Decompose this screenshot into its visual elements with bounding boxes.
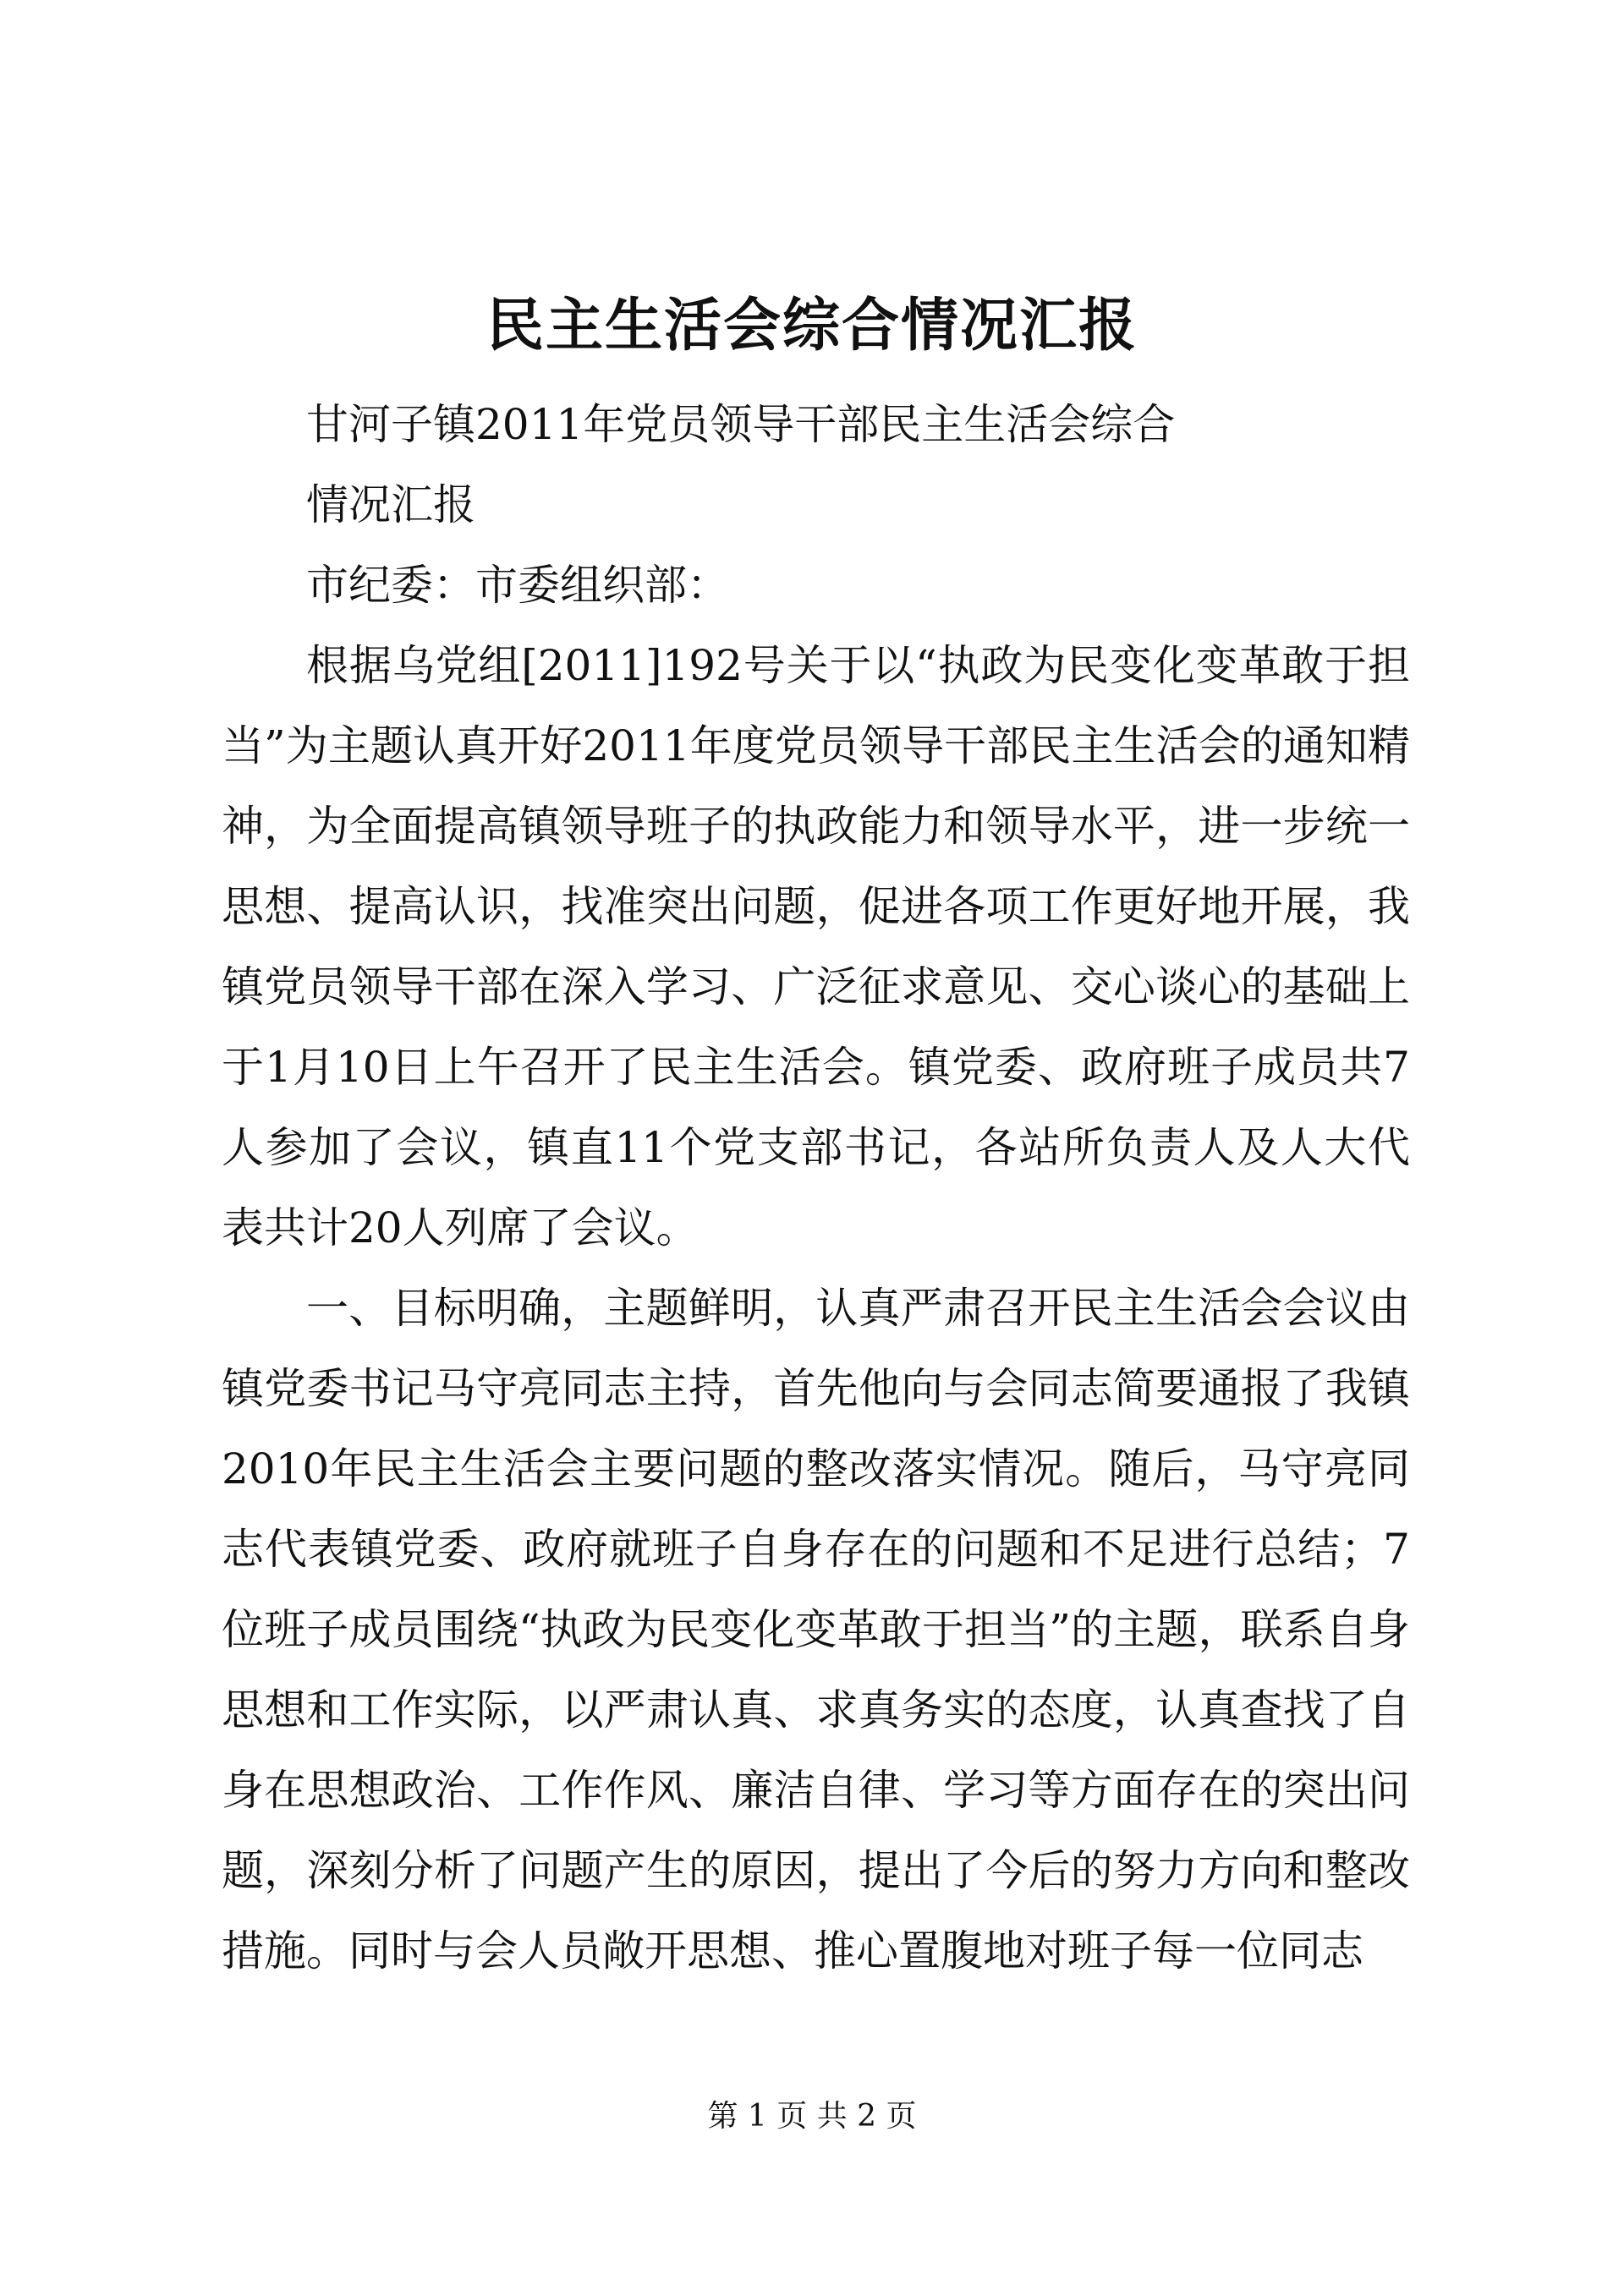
paragraph-section-one: 一、目标明确，主题鲜明，认真严肃召开民主生活会会议由镇党委书记马守亮同志主持，首先他向与会同志简要通报了我镇2010年民主生活会主要问题的整改落实情况。随后，马守亮同志代表镇党委、政府就班子自身存在的问题和不足进行总结；7位班子成员围绕“执政为民变化变革敢于担当”的主题，联系自身思想和工作实际，以严肃认真、求真务实的态度，认真查找了自身在思想政治、工作作风、廉洁自律、学习等方面存在的突出问题，深刻分析了问题产生的原因，提出了今后的努力方向和整改措施。同时与会人员敞开思想、推心置腹地对班子每一位同志 (222, 1284, 1410, 1975)
document-body (222, 385, 1410, 1992)
page-footer: 第 1 页 共 2 页 (707, 2099, 917, 2134)
addressee-line: 市纪委：市委组织部： (306, 561, 729, 610)
document-title: 民主生活会综合情况汇报 (486, 292, 1138, 359)
paragraph-intro: 根据乌党组[2011]192号关于以“执政为民变化变革敢于担当”为主题认真开好2011年度党员领导干部民主生活会的通知精神，为全面提高镇领导班子的执政能力和领导水平，进一步统一思想、提高认识，找准突出问题，促进各项工作更好地开展，我镇党员领导干部在深入学习、广泛征求意见、交心谈心的基础上于1月10日上午召开了民主生活会。镇党委、政府班子成员共7人参加了会议，镇直11个党支部书记，各站所负责人及人大代表共计20人列席了会议。 (222, 641, 1410, 1252)
subtitle-line-1: 甘河子镇2011年党员领导干部民主生活会综合 (306, 400, 1176, 449)
subtitle-line-2: 情况汇报 (306, 480, 475, 529)
